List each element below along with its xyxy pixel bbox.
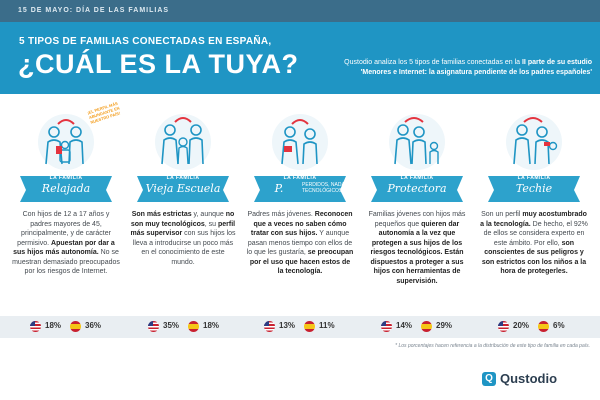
es-percentage: 29% bbox=[436, 321, 453, 330]
hero-banner bbox=[0, 22, 600, 94]
us-flag-icon bbox=[264, 321, 275, 332]
qustodio-logo-text: Qustodio bbox=[500, 371, 558, 386]
spain-flag-icon bbox=[304, 321, 315, 332]
us-percentage: 20% bbox=[513, 321, 530, 330]
stats-strip bbox=[0, 316, 600, 338]
stat-relajada bbox=[30, 320, 138, 334]
family-cards bbox=[12, 100, 588, 309]
date-strip: 15 DE MAYO: DÍA DE LAS FAMILIAS bbox=[0, 0, 600, 22]
family-description: Son un perfil muy acostumbrado a la tecnología. De hecho, el 92% de ellos se considera experto en este ámbito. Por ello, son conscientes de sus peligros y son estrictos con los niños a la hora de protegerles. bbox=[480, 211, 588, 275]
us-flag-icon bbox=[148, 321, 159, 332]
stat-techie bbox=[498, 320, 600, 334]
family-card-techie bbox=[480, 104, 588, 309]
spain-flag-icon bbox=[70, 321, 81, 332]
us-percentage: 13% bbox=[279, 321, 296, 330]
es-percentage: 6% bbox=[553, 321, 565, 330]
family-illustration-icon bbox=[36, 112, 96, 172]
spain-flag-icon bbox=[421, 321, 432, 332]
family-illustration-icon bbox=[504, 112, 564, 172]
stat-perdidos bbox=[264, 320, 372, 334]
family-illustration-icon bbox=[153, 112, 213, 172]
es-percentage: 11% bbox=[319, 321, 335, 330]
family-card-relajada bbox=[12, 100, 121, 309]
family-description: Con hijos de 12 a 17 años y padres mayores de 45, principalmente, y de carácter permisivo. Apuestan por dar a sus hijos más autonomía. No se muestran demasiado preocupados por los riesgos de Internet. bbox=[12, 211, 120, 275]
us-percentage: 14% bbox=[396, 321, 413, 330]
family-label-banner: LA FAMILIA Vieja Escuela bbox=[137, 172, 229, 204]
family-label-banner: LA FAMILIA Techie bbox=[488, 172, 580, 204]
us-percentage: 18% bbox=[45, 321, 62, 330]
stat-vieja-escuela bbox=[148, 320, 256, 334]
family-label-banner: LA FAMILIA P. PERDIDOS, NADA TECNOLÓGICOS bbox=[254, 172, 346, 204]
hero-description: Qustodio analiza los 5 tipos de familias conectadas en la II parte de su estudio 'Menores e Internet: la asignatura pendiente de los padres españoles' bbox=[344, 59, 592, 76]
family-description: Padres más jóvenes. Reconocen que a veces no saben cómo tratar con sus hijos. Y aunque pasan menos tiempo con ellos de lo que les gustaría, se preocupan por el uso que hacen estos de la tecnología. bbox=[246, 211, 354, 275]
family-illustration-icon bbox=[270, 112, 330, 172]
spain-flag-icon bbox=[538, 321, 549, 332]
us-percentage: 35% bbox=[163, 321, 180, 330]
hero-subtitle: 5 TIPOS DE FAMILIAS CONECTADAS EN ESPAÑA, bbox=[19, 36, 272, 47]
es-percentage: 18% bbox=[203, 321, 220, 330]
family-description: Son más estrictas y, aunque no son muy tecnológicos, su perfil más supervisor con sus hijos los lleva a introducirse un poco más en el conocimiento de este mundo. bbox=[130, 211, 236, 266]
stat-protectora bbox=[381, 320, 489, 334]
family-label-banner: LA FAMILIA Relajada bbox=[20, 172, 112, 204]
most-common-note: ¡EL PERFIL MÁS ABUNDANTE EN NUESTRO PAÍS! bbox=[86, 100, 121, 125]
family-card-perdidos bbox=[246, 104, 354, 309]
spain-flag-icon bbox=[188, 321, 199, 332]
footnote: * Los porcentajes hacen referencia a la distribución de este tipo de familia en cada país. bbox=[395, 343, 590, 349]
us-flag-icon bbox=[30, 321, 41, 332]
us-flag-icon bbox=[381, 321, 392, 332]
es-percentage: 36% bbox=[85, 321, 102, 330]
family-description: Familias jóvenes con hijos más pequeños que quieren dar autonomía a la vez que protegen a sus hijos de los riesgos tecnológicos. Están dispuestos a proteger a sus hijos con herramientas de supervisión. bbox=[368, 211, 466, 285]
qustodio-logo-icon: Q bbox=[482, 372, 496, 386]
family-illustration-icon bbox=[387, 112, 447, 172]
family-label-banner: LA FAMILIA Protectora bbox=[371, 172, 463, 204]
hero-title: ¿CUÁL ES LA TUYA? bbox=[18, 49, 299, 79]
family-card-protectora bbox=[363, 104, 471, 309]
family-card-vieja-escuela bbox=[129, 104, 237, 309]
us-flag-icon bbox=[498, 321, 509, 332]
